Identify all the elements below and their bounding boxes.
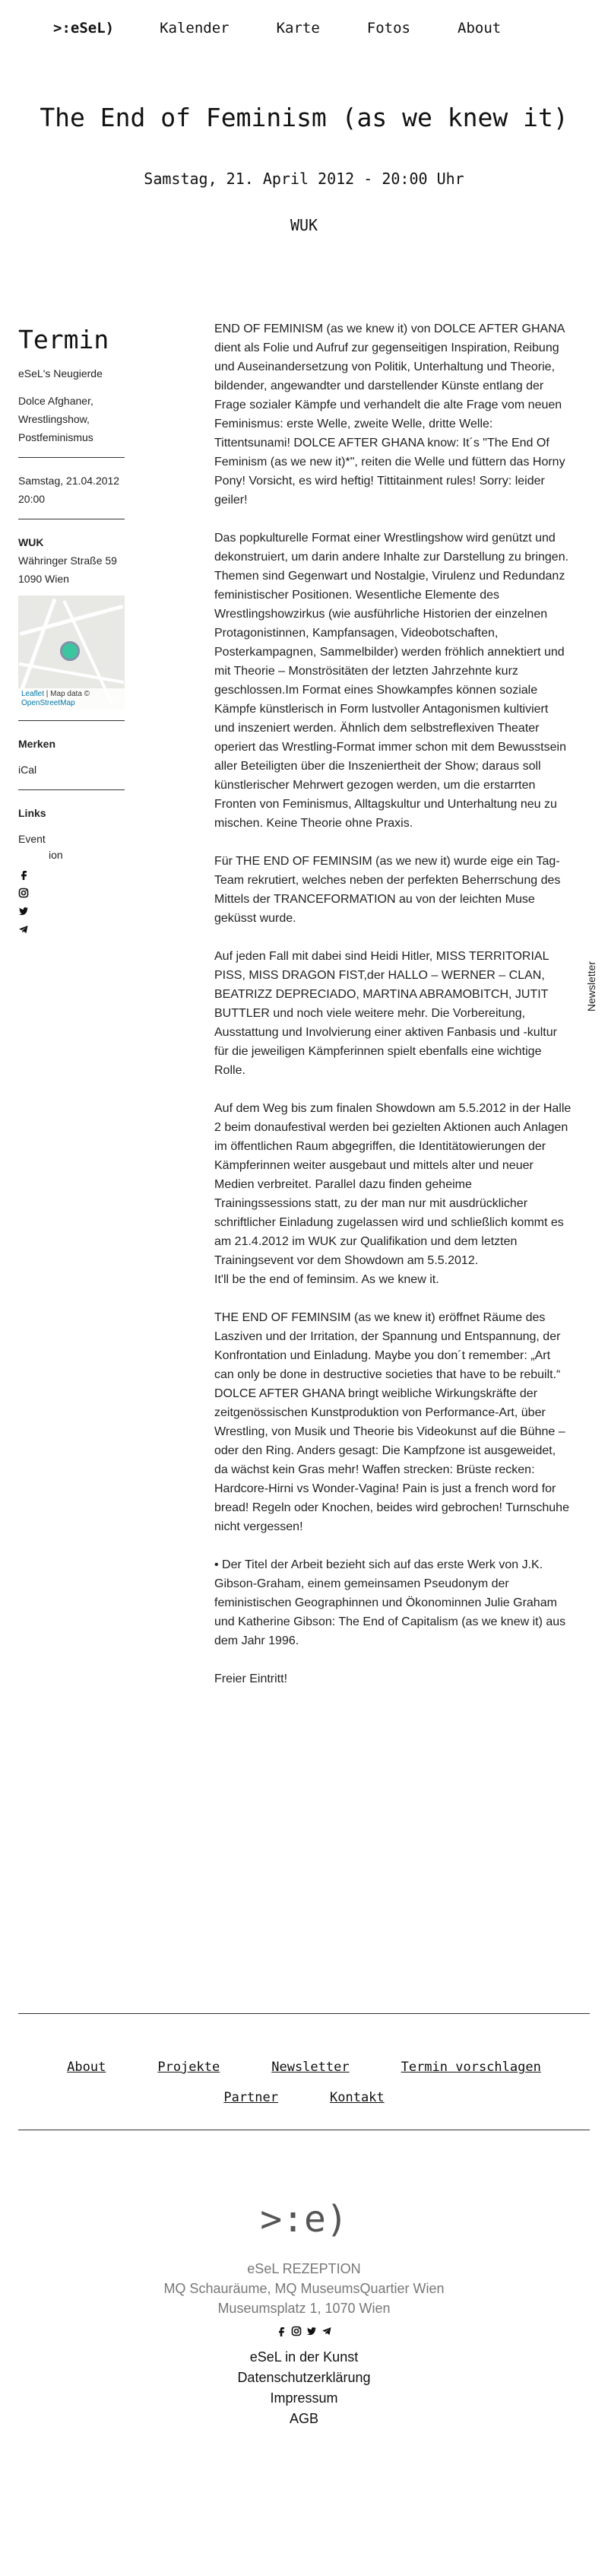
footer-link-partner[interactable]: Partner	[223, 2090, 278, 2105]
address-line: Museumsplatz 1, 1070 Wien	[217, 2301, 391, 2316]
footer-link-projekte[interactable]: Projekte	[157, 2060, 220, 2075]
twitter-icon[interactable]	[18, 906, 29, 916]
event-title: The End of Feminism (as we knew it)	[40, 103, 568, 132]
sidebar-heading: Termin	[18, 325, 109, 354]
event-sidebar	[18, 323, 125, 935]
footer-logo[interactable]: >:e)	[260, 2198, 348, 2241]
nav-item-karte[interactable]: Karte	[276, 20, 320, 37]
openstreetmap-link[interactable]: OpenStreetMap	[21, 699, 75, 707]
instagram-icon[interactable]	[291, 2326, 302, 2336]
footer-link-impressum[interactable]: Impressum	[270, 2390, 338, 2406]
event-category[interactable]: eSeL's Neugierde	[18, 367, 103, 380]
instagram-icon[interactable]	[18, 888, 29, 898]
footer-link-about[interactable]: About	[67, 2060, 106, 2075]
footer-link-kontakt[interactable]: Kontakt	[330, 2090, 385, 2105]
divider	[18, 789, 125, 790]
footer-navigation	[0, 2060, 608, 2120]
facebook-icon[interactable]	[276, 2326, 287, 2336]
description-paragraph: Für THE END OF FEMINSIM (as we new it) wurde eige ein Tag-Team rekrutiert, welches neben der perfekten Beherrschung des Mittels der TRANCEFORMATION au von der leichten Muse geküsst wurde.	[214, 855, 561, 925]
footer-social-icons	[0, 2326, 608, 2336]
divider	[18, 457, 125, 458]
footer-link-esel-in-der-kunst[interactable]: eSeL in der Kunst	[249, 2349, 359, 2365]
merken-heading: Merken	[18, 738, 56, 750]
location-map[interactable]	[18, 596, 125, 710]
map-marker-icon[interactable]	[60, 641, 80, 661]
telegram-icon[interactable]	[321, 2326, 332, 2336]
address-line: MQ Schauräume, MQ MuseumsQuartier Wien	[163, 2281, 445, 2296]
nav-item-about[interactable]: About	[458, 20, 502, 37]
event-description	[214, 319, 572, 1707]
footer-link-termin-vorschlagen[interactable]: Termin vorschlagen	[401, 2060, 541, 2075]
event-venue: WUK	[290, 216, 318, 234]
telegram-icon[interactable]	[18, 924, 29, 935]
description-paragraph: Das popkulturelle Format einer Wrestlingshow wird genützt und dekonstruiert, um darin andere Inhalte zur Darstellung zu bringen. Themen sind Gegenwart und Nostalgie, Virulenz und Redundanz feministischer Positionen. Wesentliche Elemente des Wrestlingshowzirkus (wie ausführliche Historien der einzelnen Protagonistinnen, Kampfansagen, Videobotschaften, Posterkampagnen, Sammelbilder) werden fröhlich annektiert und mit Theorie – Monströsitäten der letzten Jahrzehnte kurz geschlossen.Im Format eines Showkampfes können soziale Kämpfe künstlerisch in Form lustvoller Antagonismen kultiviert und inszeniert werden. Ähnlich dem selbstreflexiven Theater operiert das Wrestling-Format immer schon mit dem Bewusstsein aller Beteiligten über die Inszeniertheit der Show; daraus soll künstlerischer Mehrwert gezogen werden, um die erstarrten Fronten von Feminismus, Alltagskultur und Unterhaltung neu zu mischen. Keine Theorie ohne Praxis.	[214, 532, 569, 830]
footer-link-agb[interactable]: AGB	[289, 2411, 318, 2426]
nav-item-fotos[interactable]: Fotos	[366, 20, 410, 37]
description-paragraph: THE END OF FEMINSIM (as we knew it) eröffnet Räume des Lasziven und der Irritation, der Spannung und Entspannung, der Konfrontation und Einladung. Maybe you don´t remember: „Art can only be done in destructive societies that have to be rebuilt.“ DOLCE AFTER GHANA bringt weibliche Wirkungskräfte der zeitgenössischen Kunstproduktion von Performance-Art, über Wrestling, von Musik und Theorie bis Videokunst auf die Bühne – oder den Ring. Anders gesagt: Die Kampfzone ist ausgeweidet, da wächst kein Gras mehr! Waffen strecken: Brüste recken: Hardcore-Hirni vs Wonder-Vagina! Pain is just a french word for bread! Regeln oder Knochen, beides wird gebrochen! Turnschuhe nicht vergessen!	[214, 1311, 569, 1533]
event-link[interactable]: Event	[18, 833, 46, 845]
description-paragraph: END OF FEMINISM (as we knew it) von DOLCE AFTER GHANA dient als Folie und Aufruf zur gegenseitigen Inspiration, Reibung und Auseinandersetzung von Politik, Unterhaltung und Theorie, bildender, angewandter und darstellender Künste entlang der Frage sozialer Kämpfe und verhandelt die alte Frage vom neuen Feminismus: erste Welle, zweite Welle, dritte Welle: Tittentsunami! DOLCE AFTER GHANA know: It´s "The End Of Feminism (as we new it)*", reiten die Welle und füttern das Horny Pony! Vorsicht, es wird heftig! Tittitainment rules! Sorry: leider geiler!	[214, 322, 565, 507]
description-paragraph: Freier Eintritt!	[214, 1672, 288, 1685]
footer-links	[0, 2347, 608, 2429]
leaflet-link[interactable]: Leaflet	[21, 690, 45, 698]
location-name[interactable]: WUK	[18, 536, 44, 548]
twitter-icon[interactable]	[306, 2326, 317, 2336]
event-link-rest[interactable]: ion	[49, 849, 63, 861]
event-datetime: Samstag, 21.04.2012 20:00	[18, 475, 120, 505]
facebook-icon[interactable]	[18, 869, 29, 880]
top-navigation	[53, 17, 578, 40]
location-city: 1090 Wien	[18, 573, 69, 585]
footer-address	[0, 2259, 608, 2318]
description-paragraph: • Der Titel der Arbeit bezieht sich auf das erste Werk von J.K. Gibson-Graham, einem gemeinsamen Pseudonym der feministischen Geographinnen und Ökonominnen Julie Graham und Katherine Gibson: The End of Capitalism (as we knew it) aus dem Jahr 1996.	[214, 1558, 566, 1647]
footer-link-newsletter[interactable]: Newsletter	[271, 2060, 350, 2075]
divider	[18, 720, 125, 721]
location-street: Währinger Straße 59	[18, 554, 117, 567]
ical-link[interactable]: iCal	[18, 764, 37, 776]
address-line: eSeL REZEPTION	[247, 2261, 361, 2276]
main-menu	[160, 20, 548, 37]
description-paragraph: Auf jeden Fall mit dabei sind Heidi Hitler, MISS TERRITORIAL PISS, MISS DRAGON FIST,der HALLO – WERNER – CLAN, BEATRIZZ DEPRECIADO, MARTINA ABRAMOBITCH, JUTIT BUTTLER und noch viele weitere mehr. Die Vorbereitung, Ausstattung und Involvierung einer aktiven Fanbasis und -kultur für die jeweiligen Kämpferinnen spielt ebenfalls eine wichtige Rolle.	[214, 950, 557, 1077]
links-heading: Links	[18, 807, 46, 819]
footer-link-datenschutz[interactable]: Datenschutzerklärung	[237, 2370, 371, 2385]
map-attribution	[18, 688, 125, 710]
event-tags[interactable]: Dolce Afghaner, Wrestlingshow, Postfeminismus	[18, 395, 93, 443]
map-attribution-separator: | Map data ©	[44, 690, 90, 698]
event-date: Samstag, 21. April 2012 - 20:00 Uhr	[144, 170, 464, 188]
description-paragraph: Auf dem Weg bis zum finalen Showdown am 5.5.2012 in der Halle 2 beim donaufestival werden bei gezielten Aktionen auch Anlagen im öffentlichen Raum abgegriffen, die Identitätowierungen der Kämpferinnen weiter ausgebaut und mittels alter und neuer Medien verbreitet. Parallel dazu finden geheime Trainingssessions statt, zu der man nur mit ausdrücklicher schriftlicher Einladung zugelassen wird und schließlich kommt es am 21.4.2012 im WUK zur Qualifikation und dem letzten Trainingsevent vor dem Showdown am 5.5.2012. It'll be the end of feminsim. As we knew it.	[214, 1102, 572, 1286]
nav-item-kalender[interactable]: Kalender	[160, 20, 230, 37]
footer-divider-top	[18, 2013, 590, 2014]
site-logo[interactable]: >:eSeL)	[53, 20, 115, 37]
newsletter-tab[interactable]: Newsletter	[585, 961, 597, 1012]
map-road	[19, 662, 125, 684]
